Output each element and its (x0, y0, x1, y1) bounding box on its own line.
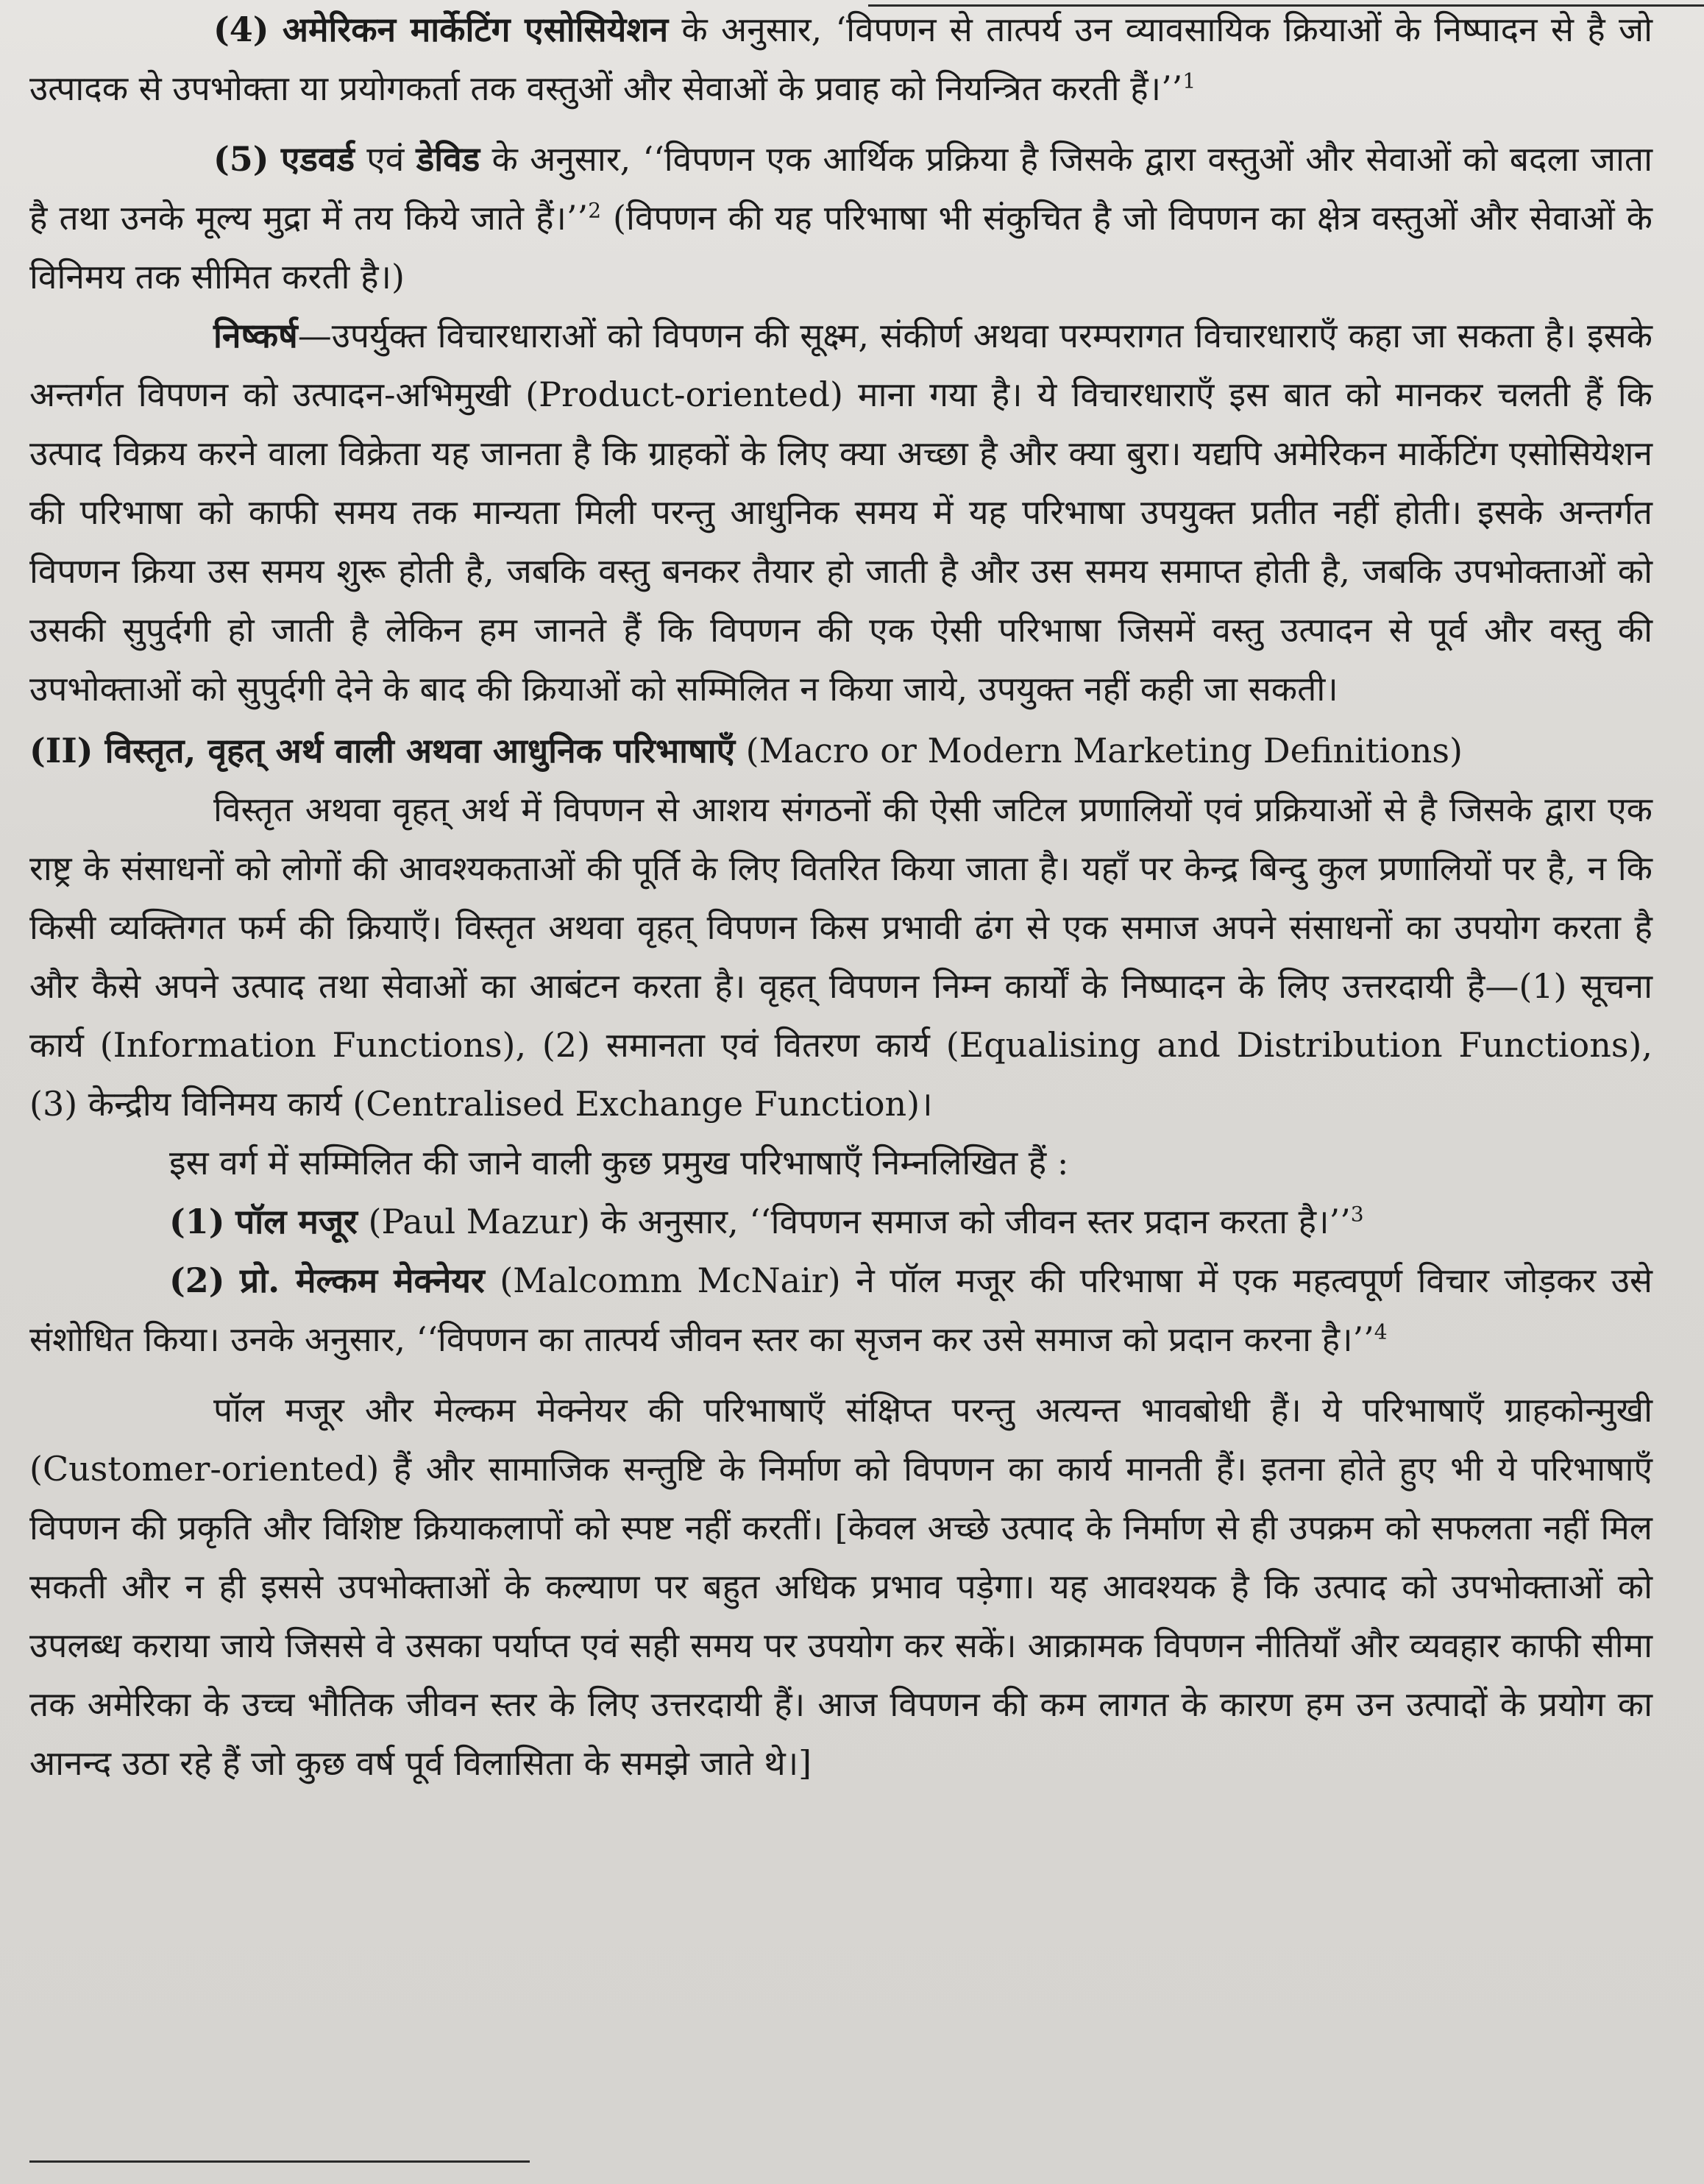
conclusion-text: —उपर्युक्त विचारधाराओं को विपणन की सूक्ष्म, संकीर्ण अथवा परम्परागत विचारधाराएँ कहा जा सकता है। इसके अन्तर्गत विपणन को उत्पादन-अभिमुखी (Product-oriented) माना गया है। ये विचारधाराएँ इस बात को मानकर चलती हैं कि उत्पाद विक्रय करने वाला विक्रेता यह जानता है कि ग्राहकों के लिए क्या अच्छा है और क्या बुरा। यद्यपि अमेरिकन मार्केटिंग एसोसियेशन की परिभाषा को काफी समय तक मान्यता मिली परन्तु आधुनिक समय में यह परिभाषा उपयुक्त प्रतीत नहीं होती। इसके अन्तर्गत विपणन क्रिया उस समय शुरू होती है, जबकि वस्तु बनकर तैयार हो जाती है और उस समय समाप्त होती है, जबकि उपभोक्ताओं को उसकी सुपुर्दगी हो जाती है लेकिन हम जानते हैं कि विपणन की एक ऐसी परिभाषा जिसमें वस्तु उत्पादन से पूर्व और वस्तु की उपभोक्ताओं को सुपुर्दगी देने के बाद की क्रियाओं को सम्मिलित न किया जाये, उपयुक्त नहीं कही जा सकती। (29, 316, 1652, 709)
para-ama-num: (4) (213, 10, 269, 49)
para-edward-text: के अनुसार, ‘‘विपणन एक आर्थिक प्रक्रिया है जिसके द्वारा वस्तुओं और सेवाओं को बदला जाता है तथा उनके मूल्य मुद्रा में तय किये जाते हैं।’’ (29, 139, 1653, 238)
para-intro-list: इस वर्ग में सम्मिलित की जाने वाली कुछ प्रमुख परिभाषाएँ निम्नलिखित हैं : (169, 1143, 1069, 1183)
para-conclusion (29, 306, 1652, 718)
para-ama-name: अमेरिकन मार्केटिंग एसोसियेशन (282, 10, 669, 49)
footnote-rule (29, 2160, 530, 2163)
para-final: पॉल मजूर और मेल्कम मेक्नेयर की परिभाषाएँ संक्षिप्त परन्तु अत्यन्त भावबोधी हैं। ये परिभाषाएँ ग्राहकोन्मुखी (Customer-oriented) हैं और सामाजिक सन्तुष्टि के निर्माण को विपणन का कार्य मानती हैं। इतना होते हुए भी ये परिभाषाएँ विपणन की प्रकृति और विशिष्ट क्रियाकलापों को स्पष्ट नहीं करतीं। [केवल अच्छे उत्पाद के निर्माण से ही उपक्रम को सफलता नहीं मिल सकती और न ही इससे उपभोक्ताओं के कल्याण पर बहुत अधिक प्रभाव पड़ेगा। यह आवश्यक है कि उत्पाद को उपभोक्ताओं को उपलब्ध कराया जाये जिससे वे उसका पर्याप्त एवं सही समय पर उपयोग कर सकें। आक्रामक विपणन नीतियाँ और व्यवहार काफी सीमा तक अमेरिका के उच्च भौतिक जीवन स्तर के लिए उत्तरदायी हैं। आज विपणन की कम लागत के कारण हम उन उत्पादों के प्रयोग का आनन्द उठा रहे हैं जो कुछ वर्ष पूर्व विलासिता के समझे जाते थे।] (29, 1390, 1652, 1783)
para-ama-definition (29, 0, 1652, 118)
def-mazur-num: (1) (169, 1202, 225, 1241)
para-edward-name2: डेविड (416, 139, 480, 179)
section-title: विस्तृत, वृहत् अर्थ वाली अथवा आधुनिक परिभाषाएँ (93, 731, 736, 770)
para-edward-mid: एवं (355, 139, 416, 179)
footnote-ref-3: 3 (1350, 1202, 1364, 1227)
para-edward-name: एडवर्ड (280, 139, 355, 179)
para-edward-after: (विपणन की यह परिभाषा भी संकुचित है जो विपणन का क्षेत्र वस्तुओं और सेवाओं के विनिमय तक सीमित करती है।) (29, 198, 1652, 297)
para-ama-text: के अनुसार, ‘विपणन से तात्पर्य उन व्यावसायिक क्रियाओं के निष्पादन से है जो उत्पादक से उपभोक्ता या प्रयोगकर्ता तक वस्तुओं और सेवाओं के प्रवाह को नियन्त्रित करती हैं।’’ (29, 10, 1652, 108)
def-mcnair (29, 1251, 1652, 1369)
para-edward-definition (29, 130, 1652, 306)
section-heading (29, 721, 1652, 780)
section-num: (II) (29, 731, 93, 770)
def-mazur-text: (Paul Mazur) के अनुसार, ‘‘विपणन समाज को जीवन स्तर प्रदान करता है।’’ (357, 1202, 1351, 1241)
page-text (29, 0, 1652, 1793)
definitions-list (29, 1133, 1652, 1369)
conclusion-label: निष्कर्ष (213, 316, 298, 355)
def-mcnair-name: प्रो. मेल्कम मेक्नेयर (240, 1261, 485, 1300)
para-macro: विस्तृत अथवा वृहत् अर्थ में विपणन से आशय संगठनों की ऐसी जटिल प्रणालियों एवं प्रक्रियाओं से है जिसके द्वारा एक राष्ट्र के संसाधनों को लोगों की आवश्यकताओं की पूर्ति के लिए वितरित किया जाता है। यहाँ पर केन्द्र बिन्दु कुल प्रणालियों पर है, न कि किसी व्यक्तिगत फर्म की क्रियाएँ। विस्तृत अथवा वृहत् विपणन किस प्रभावी ढंग से एक समाज अपने संसाधनों का उपयोग करता है और कैसे अपने उत्पाद तथा सेवाओं का आबंटन करता है। वृहत् विपणन निम्न कार्यों के निष्पादन के लिए उत्तरदायी है—(1) सूचना कार्य (Information Functions), (2) समानता एवं वितरण कार्य (Equalising and Distribution Functions), (3) केन्द्रीय विनिमय कार्य (Centralised Exchange Function)। (29, 790, 1652, 1124)
footnote-ref-4: 4 (1374, 1319, 1388, 1344)
def-mazur (29, 1192, 1652, 1251)
section-english: (Macro or Modern Marketing Definitions) (735, 731, 1463, 770)
def-mcnair-text: (Malcomm McNair) ने पॉल मजूर की परिभाषा में एक महत्वपूर्ण विचार जोड़कर उसे संशोधित किया। उनके अनुसार, ‘‘विपणन का तात्पर्य जीवन स्तर का सृजन कर उसे समाज को प्रदान करना है।’’ (29, 1261, 1652, 1359)
para-edward-num: (5) (213, 139, 269, 179)
def-mcnair-num: (2) (169, 1261, 225, 1300)
def-mazur-name: पॉल मजूर (235, 1202, 358, 1241)
footnote-ref-2: 2 (588, 198, 602, 223)
footnote-ref-1: 1 (1182, 68, 1196, 93)
